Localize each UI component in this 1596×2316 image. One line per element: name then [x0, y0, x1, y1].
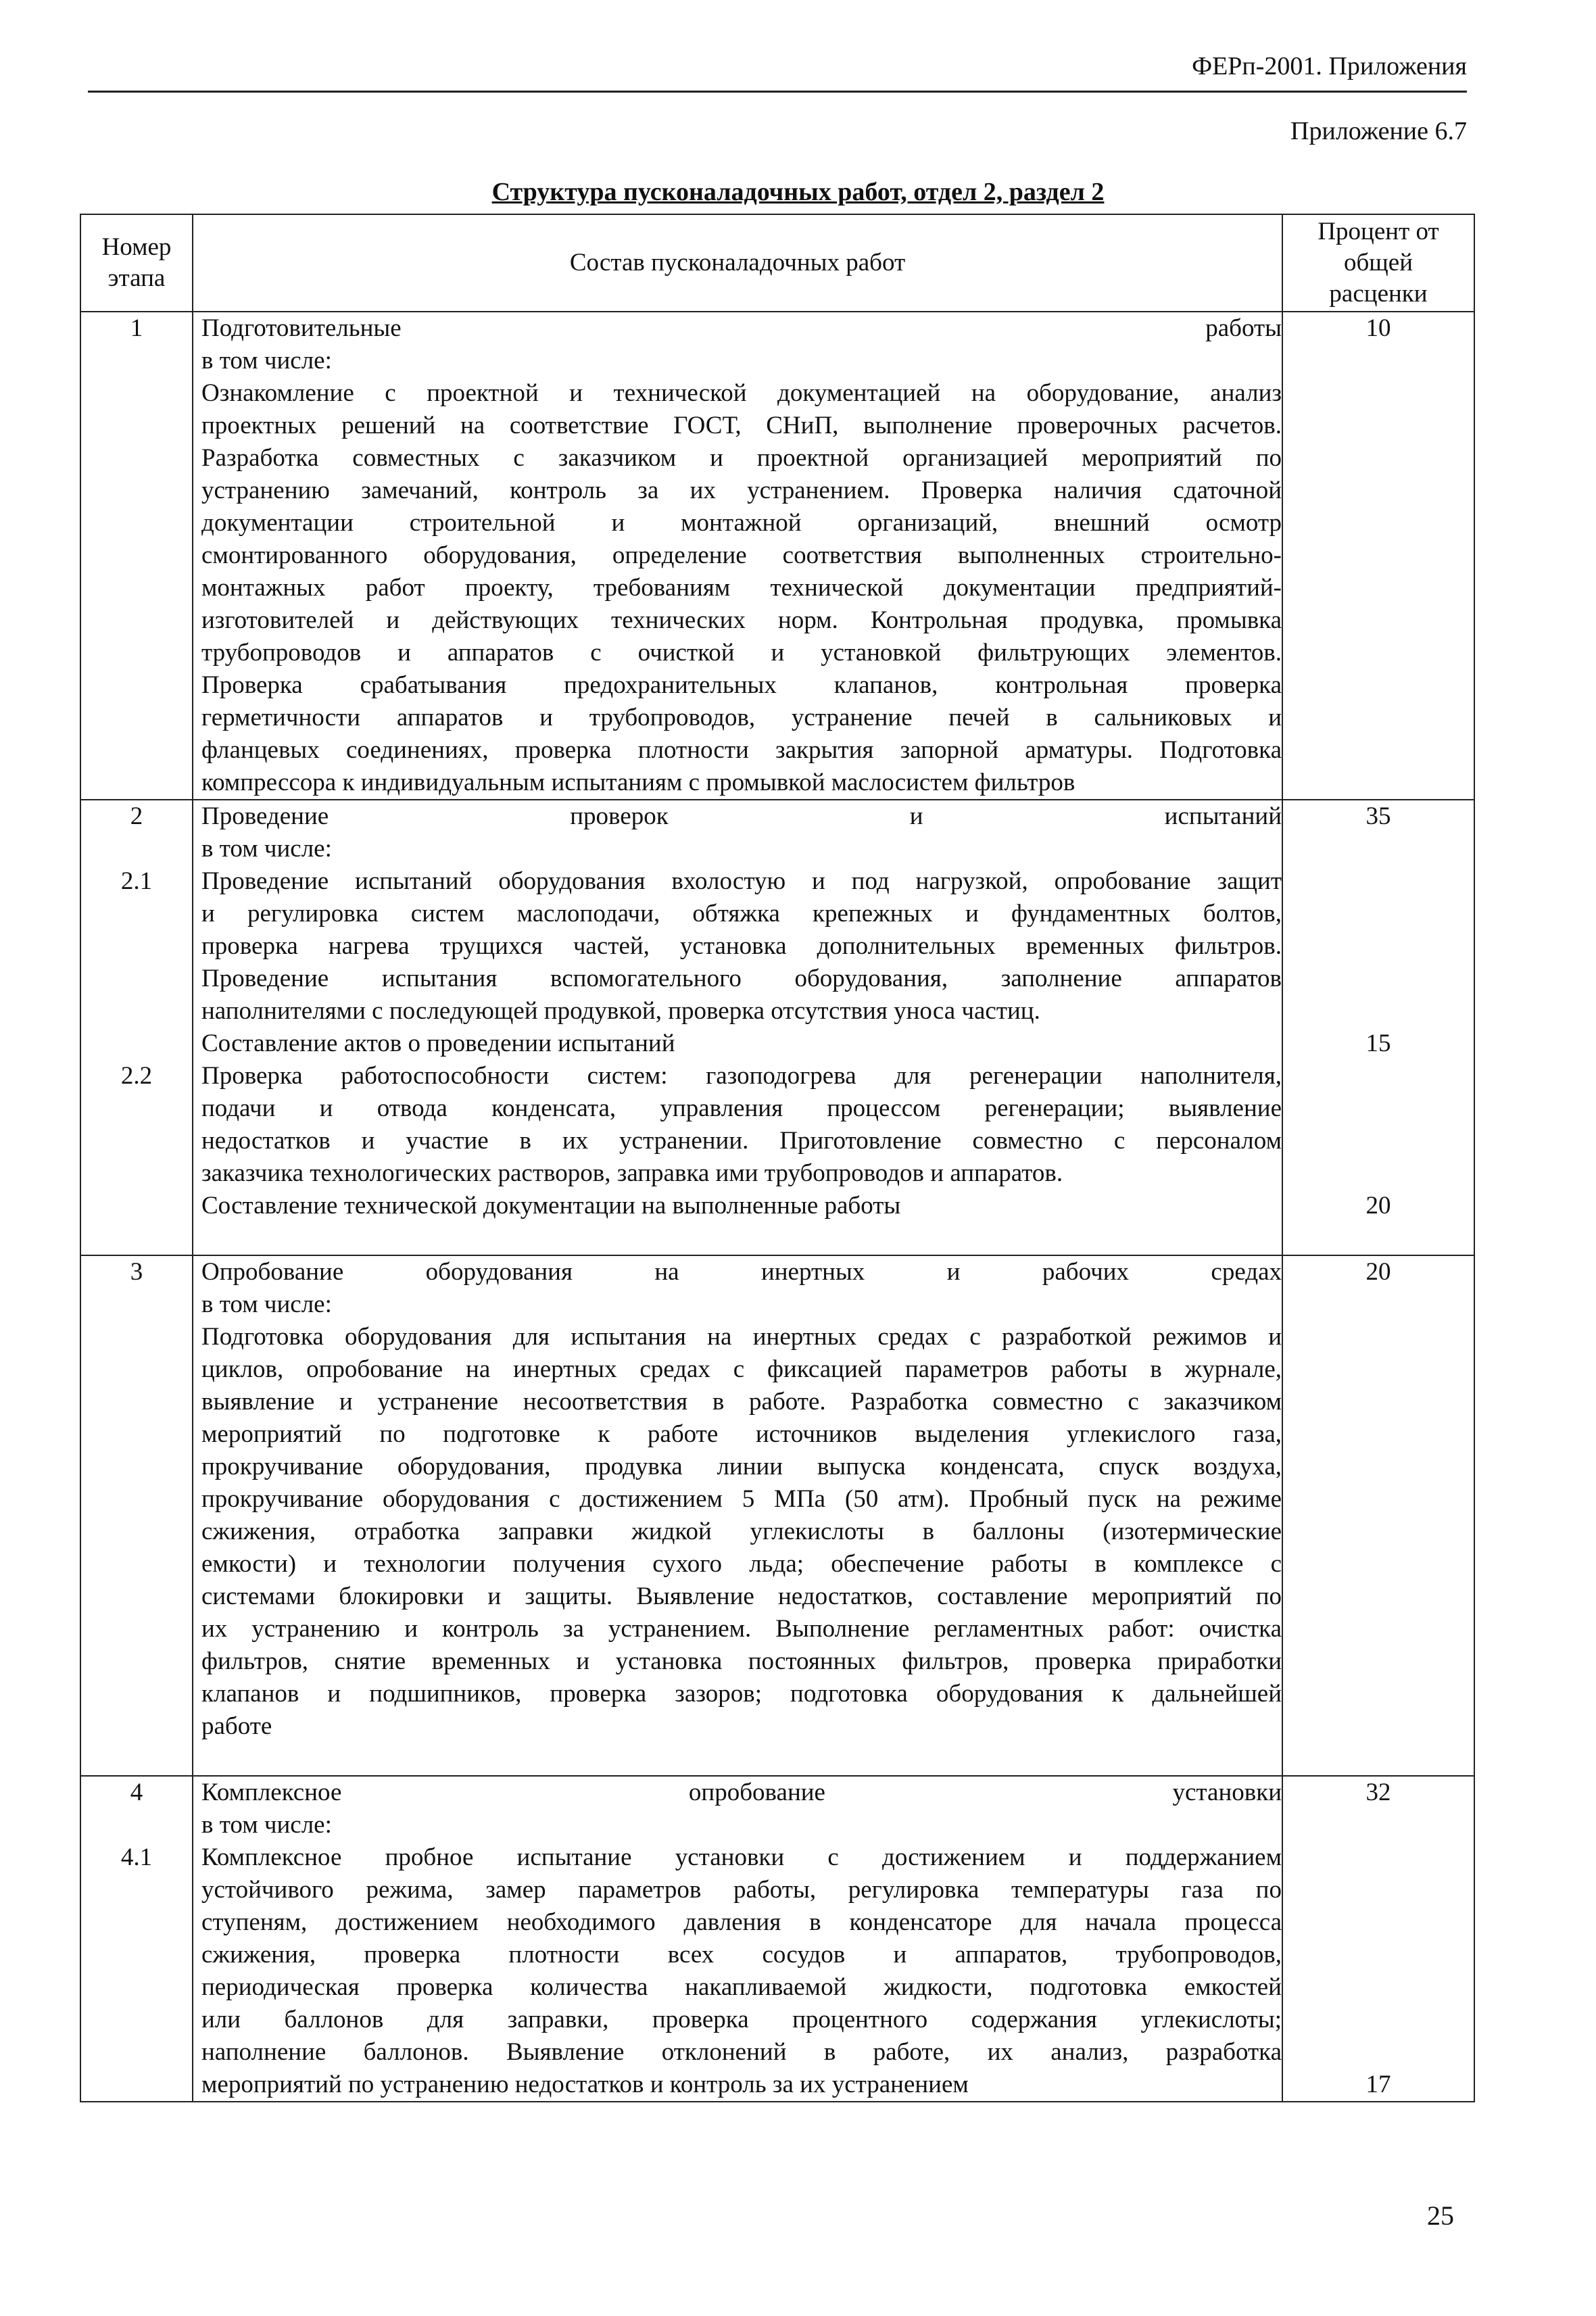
- stage-number-cell-line: [81, 963, 192, 995]
- work-content-cell-line: в том числе:: [201, 1290, 332, 1318]
- work-content-cell-line: проектных решений на соответствие ГОСТ, СНиП, выполнение проверочных расчетов.: [201, 412, 1282, 439]
- stage-number-cell-line: [81, 1548, 192, 1581]
- work-content-cell-line: Проверка работоспособности систем: газоподогрева для регенерации наполнителя,: [201, 1062, 1282, 1090]
- percent-cell-line: 35: [1365, 802, 1391, 830]
- percent-cell-line: 32: [1365, 1779, 1391, 1806]
- appendix-label: Приложение 6.7: [1290, 117, 1467, 145]
- work-content-cell-line: Ознакомление с проектной и технической документацией на оборудование, анализ: [201, 379, 1282, 407]
- stage-number-cell-line: [81, 475, 192, 507]
- work-content-cell-line: работе: [201, 1712, 272, 1740]
- work-content-cell-line: прокручивание оборудования с достижением 5 МПа (50 атм). Пробный пуск на режиме: [201, 1485, 1282, 1513]
- work-content-cell: [193, 800, 1282, 1255]
- stage-number-cell-line: [81, 1874, 192, 1906]
- percent-cell: [1282, 312, 1474, 800]
- table-row: [80, 1255, 1474, 1776]
- column-header-number: [80, 214, 193, 312]
- work-content-cell-line: в том числе:: [201, 1811, 332, 1839]
- percent-cell-line: [1283, 1971, 1474, 2004]
- work-content-cell-line: трубопроводов и аппаратов с очисткой и установкой фильтрующих элементов.: [201, 639, 1282, 667]
- stage-number-cell-line: [81, 1157, 192, 1190]
- percent-cell-line: [1283, 767, 1474, 799]
- work-content-cell-line: Подготовительные работы: [201, 314, 1282, 342]
- work-content-cell-line: устойчивого режима, замер параметров работы, регулировка температуры газа по: [201, 1876, 1282, 1904]
- stage-number-cell-line: [81, 1645, 192, 1678]
- stage-number-cell-line: [81, 767, 192, 799]
- stage-number-cell: [80, 1255, 193, 1776]
- percent-cell-line: [1283, 669, 1474, 702]
- percent-cell-line: [1283, 1841, 1474, 1874]
- works-structure-table: [80, 214, 1475, 2102]
- table-row: [80, 800, 1474, 1255]
- percent-cell-line: 20: [1365, 1258, 1391, 1286]
- work-content-cell-line: их устранению и контроль за устранением. Выполнение регламентных работ: очистка: [201, 1615, 1282, 1643]
- work-content-cell-line: или баллонов для заправки, проверка процентного содержания углекислоты;: [201, 2006, 1282, 2033]
- work-content-cell-line: выявление и устранение несоответствия в работе. Разработка совместно с заказчиком: [201, 1388, 1282, 1416]
- percent-cell-line: [1283, 1353, 1474, 1386]
- column-header-percent-line-1: Процент от: [1317, 218, 1439, 245]
- stage-number-cell-line: [81, 702, 192, 734]
- work-content-cell-line: Составление технической документации на выполненные работы: [201, 1192, 901, 1220]
- stage-number-cell-line: [81, 833, 192, 865]
- percent-cell-line: [1283, 1516, 1474, 1548]
- stage-number-cell: [80, 1776, 193, 2102]
- work-content-cell-line: периодическая проверка количества накапливаемой жидкости, подготовка емкостей: [201, 1973, 1282, 2001]
- work-content-cell: [193, 1776, 1282, 2102]
- stage-number-cell-line: 4.1: [120, 1843, 153, 1871]
- stage-number-cell-line: [81, 1710, 192, 1743]
- stage-number-cell-line: [81, 539, 192, 572]
- work-content-cell-line: устранению замечаний, контроль за их устранением. Проверка наличия сдаточной: [201, 477, 1282, 504]
- percent-cell-line: [1283, 1060, 1474, 1092]
- column-header-number-line-2: этапа: [107, 264, 166, 292]
- percent-cell-line: [1283, 930, 1474, 963]
- stage-number-cell-line: [81, 1678, 192, 1710]
- column-header-number-line-1: Номер: [101, 233, 172, 261]
- column-header-content-text: Состав пусконаладочных работ: [569, 249, 906, 276]
- work-content-cell-line: в том числе:: [201, 347, 332, 375]
- percent-cell-line: [1283, 963, 1474, 995]
- work-content-cell-line: Разработка совместных с заказчиком и проектной организацией мероприятий по: [201, 444, 1282, 472]
- work-content-cell-line: сжижения, проверка плотности всех сосудов и аппаратов, трубопроводов,: [201, 1941, 1282, 1969]
- work-content-cell-line: и регулировка систем маслоподачи, обтяжка крепежных и фундаментных болтов,: [201, 900, 1282, 927]
- percent-cell-line: [1283, 1710, 1474, 1743]
- percent-cell-line: [1283, 1645, 1474, 1678]
- page-number: 25: [1427, 2200, 1454, 2231]
- percent-cell-line: [1283, 833, 1474, 865]
- work-content-cell-line: герметичности аппаратов и трубопроводов, устранение печей в сальниковых и: [201, 704, 1282, 731]
- percent-cell-line: [1283, 572, 1474, 604]
- stage-number-cell-line: [81, 1288, 192, 1321]
- stage-number-cell-line: [81, 1418, 192, 1451]
- page-header: [88, 49, 1467, 93]
- stage-number-cell-line: [81, 1906, 192, 1939]
- percent-cell-line: [1283, 1874, 1474, 1906]
- percent-cell-line: [1283, 1548, 1474, 1581]
- stage-number-cell-line: [81, 898, 192, 930]
- work-content-cell-line: Проверка срабатывания предохранительных клапанов, контрольная проверка: [201, 671, 1282, 699]
- percent-cell-line: [1283, 1157, 1474, 1190]
- work-content-cell-line: в том числе:: [201, 835, 332, 863]
- stage-number-cell-line: [81, 345, 192, 377]
- work-content-cell-line: ступеням, достижением необходимого давления в конденсаторе для начала процесса: [201, 1908, 1282, 1936]
- stage-number-cell-line: [81, 1971, 192, 2004]
- stage-number-cell-line: [81, 1092, 192, 1125]
- percent-cell-line: [1283, 734, 1474, 767]
- work-content-cell-line: наполнение баллонов. Выявление отклонений в работе, их анализ, разработка: [201, 2038, 1282, 2066]
- percent-cell-line: [1283, 1288, 1474, 1321]
- stage-number-cell-line: [81, 995, 192, 1028]
- work-content-cell-line: документации строительной и монтажной организаций, внешний осмотр: [201, 509, 1282, 537]
- percent-cell-line: [1283, 1451, 1474, 1483]
- stage-number-cell-line: [81, 1939, 192, 1971]
- stage-number-cell-line: [81, 507, 192, 539]
- stage-number-cell-line: [81, 669, 192, 702]
- percent-cell-line: [1283, 1939, 1474, 1971]
- work-content-cell-line: монтажных работ проекту, требованиям технической документации предприятий-: [201, 574, 1282, 602]
- work-content-cell-line: компрессора к индивидуальным испытаниям с промывкой маслосистем фильтров: [201, 769, 1075, 796]
- stage-number-cell-line: [81, 572, 192, 604]
- work-content-cell-line: подачи и отвода конденсата, управления процессом регенерации; выявление: [201, 1094, 1282, 1122]
- percent-cell-line: [1283, 637, 1474, 669]
- table-title: Структура пусконаладочных работ, отдел 2, раздел 2: [491, 178, 1105, 206]
- stage-number-cell-line: [81, 734, 192, 767]
- work-content-cell-line: Проведение испытаний оборудования вхолостую и под нагрузкой, опробование защит: [201, 867, 1282, 895]
- work-content-cell-line: изготовителей и действующих технических норм. Контрольная продувка, промывка: [201, 606, 1282, 634]
- stage-number-cell-line: [81, 1743, 192, 1775]
- percent-cell-line: 10: [1365, 314, 1391, 342]
- work-content-cell-line: заказчика технологических растворов, заправка ими трубопроводов и аппаратов.: [201, 1159, 1063, 1187]
- percent-cell: [1282, 800, 1474, 1255]
- stage-number-cell-line: [81, 930, 192, 963]
- stage-number-cell-line: [81, 2036, 192, 2069]
- work-content-cell-line: наполнителями с последующей продувкой, проверка отсутствия уноса частиц.: [201, 997, 1040, 1025]
- work-content-cell-line: Опробование оборудования на инертных и рабочих средах: [201, 1258, 1282, 1286]
- stage-number-cell-line: 2: [130, 802, 143, 830]
- work-content-cell-line: Проведение проверок и испытаний: [201, 802, 1282, 830]
- stage-number-cell-line: [81, 1190, 192, 1222]
- work-content-cell-line: фланцевых соединениях, проверка плотности закрытия запорной арматуры. Подготовка: [201, 736, 1282, 764]
- stage-number-cell-line: [81, 1613, 192, 1645]
- stage-number-cell-line: [81, 1809, 192, 1841]
- stage-number-cell-line: [81, 1451, 192, 1483]
- work-content-cell-line: мероприятий по подготовке к работе источников выделения углекислого газа,: [201, 1420, 1282, 1448]
- stage-number-cell-line: [81, 1581, 192, 1613]
- stage-number-cell-line: [81, 637, 192, 669]
- percent-cell-line: [1283, 898, 1474, 930]
- percent-cell-line: [1283, 539, 1474, 572]
- percent-cell-line: [1283, 1906, 1474, 1939]
- work-content-cell-line: Комплексное пробное испытание установки с достижением и поддержанием: [201, 1843, 1282, 1871]
- work-content-cell-line: Комплексное опробование установки: [201, 1779, 1282, 1806]
- stage-number-cell-line: 4: [130, 1779, 143, 1806]
- work-content-cell-line: Подготовка оборудования для испытания на инертных средах с разработкой режимов и: [201, 1323, 1282, 1351]
- work-content-cell-line: недостатков и участие в их устранении. Приготовление совместно с персоналом: [201, 1127, 1282, 1155]
- column-header-content: [193, 214, 1282, 312]
- work-content-cell-line: мероприятий по устранению недостатков и контроль за их устранением: [201, 2071, 969, 2098]
- stage-number-cell-line: 2.2: [120, 1062, 153, 1090]
- percent-cell-line: 20: [1365, 1192, 1391, 1220]
- stage-number-cell-line: [81, 377, 192, 410]
- percent-cell-line: [1283, 1321, 1474, 1353]
- table-header-row: [80, 214, 1474, 312]
- work-content-cell-line: циклов, опробование на инертных средах с фиксацией параметров работы в журнале,: [201, 1355, 1282, 1383]
- table-row: [80, 1776, 1474, 2102]
- stage-number-cell-line: [81, 1125, 192, 1157]
- table-row: [80, 312, 1474, 800]
- stage-number-cell-line: [81, 604, 192, 637]
- percent-cell-line: [1283, 345, 1474, 377]
- work-content-cell-line: Проведение испытания вспомогательного оборудования, заполнение аппаратов: [201, 965, 1282, 992]
- running-head: ФЕРп-2001. Приложения: [1192, 52, 1467, 80]
- stage-number-cell-line: [81, 1386, 192, 1418]
- percent-cell-line: [1283, 1125, 1474, 1157]
- percent-cell-line: [1283, 1418, 1474, 1451]
- percent-cell-line: [1283, 2004, 1474, 2036]
- stage-number-cell-line: [81, 1321, 192, 1353]
- work-content-cell-line: смонтированного оборудования, определение соответствия выполненных строительно-: [201, 541, 1282, 569]
- percent-cell-line: [1283, 2036, 1474, 2069]
- work-content-cell-line: сжижения, отработка заправки жидкой углекислоты в баллоны (изотермические: [201, 1518, 1282, 1545]
- percent-cell-line: [1283, 1092, 1474, 1125]
- percent-cell-line: [1283, 1386, 1474, 1418]
- percent-cell-line: [1283, 442, 1474, 475]
- stage-number-cell-line: [81, 410, 192, 442]
- percent-cell-line: [1283, 410, 1474, 442]
- percent-cell-line: [1283, 1483, 1474, 1516]
- percent-cell: [1282, 1776, 1474, 2102]
- percent-cell-line: [1283, 995, 1474, 1028]
- percent-cell-line: [1283, 604, 1474, 637]
- table-body: [80, 312, 1474, 2102]
- percent-cell-line: [1283, 865, 1474, 898]
- work-content-cell-line: системами блокировки и защиты. Выявление недостатков, составление мероприятий по: [201, 1583, 1282, 1610]
- column-header-percent: [1282, 214, 1474, 312]
- percent-cell: [1282, 1255, 1474, 1776]
- stage-number-cell-line: [81, 2004, 192, 2036]
- stage-number-cell: [80, 312, 193, 800]
- work-content-cell-line: проверка нагрева трущихся частей, установка дополнительных временных фильтров.: [201, 932, 1282, 960]
- percent-cell-line: [1283, 507, 1474, 539]
- percent-cell-line: [1283, 1581, 1474, 1613]
- work-content-cell-line: прокручивание оборудования, продувка линии выпуска конденсата, спуск воздуха,: [201, 1453, 1282, 1480]
- stage-number-cell-line: 1: [130, 314, 143, 342]
- stage-number-cell: [80, 800, 193, 1255]
- percent-cell-line: [1283, 702, 1474, 734]
- stage-number-cell-line: [81, 2069, 192, 2101]
- work-content-cell-line: емкости) и технологии получения сухого льда; обеспечение работы в комплексе с: [201, 1550, 1282, 1578]
- work-content-cell-line: фильтров, снятие временных и установка постоянных фильтров, проверка приработки: [201, 1647, 1282, 1675]
- percent-cell-line: 15: [1365, 1030, 1391, 1057]
- percent-cell-line: [1283, 1613, 1474, 1645]
- percent-cell-line: [1283, 475, 1474, 507]
- stage-number-cell-line: 2.1: [120, 867, 153, 895]
- column-header-percent-line-2: общей: [1343, 249, 1413, 276]
- percent-cell-line: 17: [1365, 2071, 1391, 2098]
- stage-number-cell-line: [81, 1028, 192, 1060]
- stage-number-cell-line: [81, 1516, 192, 1548]
- work-content-cell: [193, 312, 1282, 800]
- percent-cell-line: [1283, 1809, 1474, 1841]
- stage-number-cell-line: [81, 1222, 192, 1255]
- stage-number-cell-line: [81, 1483, 192, 1516]
- work-content-cell-line: Составление актов о проведении испытаний: [201, 1030, 675, 1057]
- work-content-cell: [193, 1255, 1282, 1776]
- percent-cell-line: [1283, 1678, 1474, 1710]
- percent-cell-line: [1283, 377, 1474, 410]
- stage-number-cell-line: 3: [130, 1258, 143, 1286]
- column-header-percent-line-3: расценки: [1329, 280, 1428, 308]
- work-content-cell-line: клапанов и подшипников, проверка зазоров; подготовка оборудования к дальнейшей: [201, 1680, 1282, 1708]
- stage-number-cell-line: [81, 442, 192, 475]
- stage-number-cell-line: [81, 1353, 192, 1386]
